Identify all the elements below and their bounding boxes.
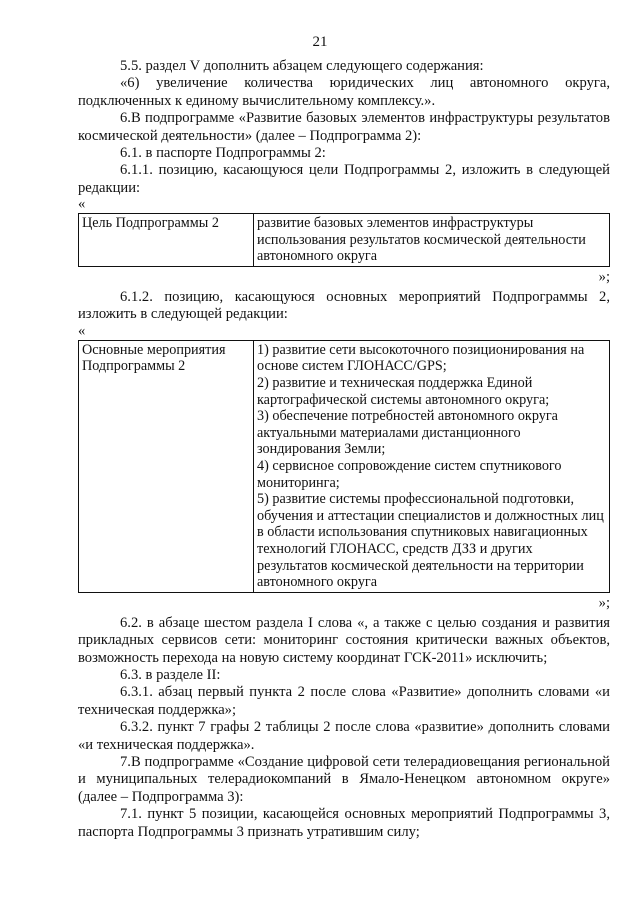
measures-table: [78, 340, 610, 593]
paragraph-quote-6: «6) увеличение количества юридических лиц автономного округа, подключенных к единому вычислительному комплексу.».: [78, 75, 610, 109]
goal-label-cell: Цель Подпрограммы 2: [79, 214, 254, 267]
paragraph-6-3: 6.3. в разделе II:: [120, 666, 221, 683]
goal-table: [78, 213, 610, 267]
measures-list-cell: [254, 340, 610, 592]
paragraph-6-1-2: 6.1.2. позицию, касающуюся основных мероприятий Подпрограммы 2, изложить в следующей редакции:: [78, 289, 610, 323]
paragraph-6-1: 6.1. в паспорте Подпрограммы 2:: [120, 145, 326, 162]
goal-value-cell: развитие базовых элементов инфраструктуры использования результатов космической деятельности автономного округа: [254, 214, 610, 267]
paragraph-6-3-1: 6.3.1. абзац первый пункта 2 после слова «Развитие» дополнить словами «и техническая поддержка»;: [78, 684, 610, 718]
list-item: 5) развитие системы профессиональной подготовки, обучения и аттестации специалистов и должностных лиц в области использования спутниковых навигационных технологий ГЛОНАСС, средств ДЗЗ и других результатов космической деятельности на территории автономного округа: [257, 491, 604, 591]
close-quote-mark: »;: [598, 269, 610, 286]
close-quote-mark: »;: [598, 594, 610, 611]
paragraph-5-5: 5.5. раздел V дополнить абзацем следующего содержания:: [120, 58, 484, 74]
paragraph-6: 6.В подпрограмме «Развитие базовых элементов инфраструктуры результатов космической деятельности» (далее – Подпрограмма 2):: [78, 110, 610, 144]
paragraph-6-3-2: 6.3.2. пункт 7 графы 2 таблицы 2 после слова «развитие» дополнить словами «и техническая поддержка».: [78, 719, 610, 753]
page-number: 21: [312, 34, 328, 50]
paragraph-6-2: 6.2. в абзаце шестом раздела I слова «, а также с целью создания и развития прикладных сервисов сети: мониторинг состояния критически важных объектов, возможность перехода на новую систему координат ГСК-2011» исключить;: [78, 614, 610, 666]
open-quote-mark: «: [78, 196, 86, 213]
document-body: [78, 58, 610, 841]
paragraph-6-1-1: 6.1.1. позицию, касающуюся цели Подпрограммы 2, изложить в следующей редакции:: [78, 162, 610, 196]
list-item: 1) развитие сети высокоточного позиционирования на основе систем ГЛОНАСС/GPS;: [257, 341, 585, 375]
paragraph-7-1: 7.1. пункт 5 позиции, касающейся основных мероприятий Подпрограммы 3, паспорта Подпрограммы 3 признать утратившим силу;: [78, 806, 610, 840]
list-item: 4) сервисное сопровождение систем спутникового мониторинга;: [257, 458, 562, 491]
table-row: [79, 340, 610, 592]
table-row: [79, 214, 610, 267]
list-item: 2) развитие и техническая поддержка Единой картографической системы автономного округа;: [257, 375, 550, 408]
paragraph-7: 7.В подпрограмме «Создание цифровой сети телерадиовещания региональной и муниципальных телерадиокомпаний в Ямало-Ненецком автономном округе» (далее – Подпрограмма 3):: [78, 754, 610, 805]
measures-label-cell: Основные мероприятия Подпрограммы 2: [79, 340, 254, 592]
list-item: 3) обеспечение потребностей автономного округа актуальными материалами дистанционного зондирования Земли;: [257, 408, 558, 458]
open-quote-mark: «: [78, 322, 86, 339]
